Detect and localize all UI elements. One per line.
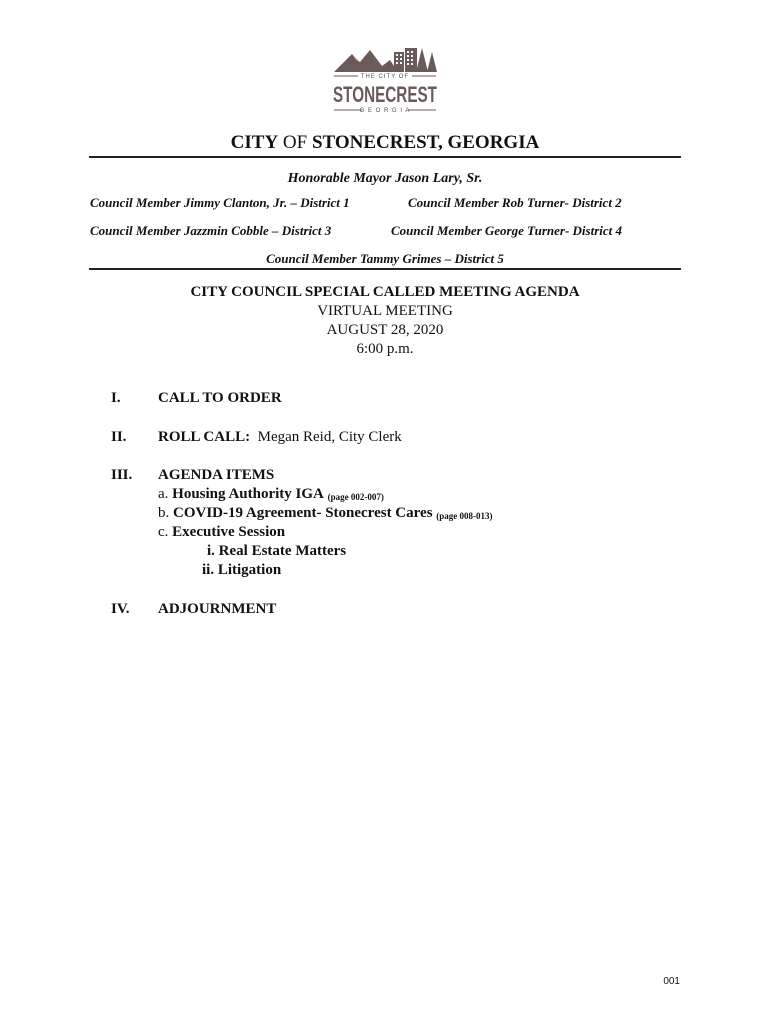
council-member-2: Council Member Rob Turner- District 2 [408,195,622,210]
item-adjournment: ADJOURNMENT [158,601,277,617]
title-divider [89,156,681,158]
header-divider [89,268,681,270]
item-number-3: III. [111,467,133,483]
mayor-name: Honorable Mayor Jason Lary, Sr. [287,171,483,186]
item-number-2: II. [111,429,127,445]
title-part-2: OF [278,132,312,153]
item-roll-call [158,429,402,446]
subitem-letter: a. [158,486,169,502]
subitem-text: Housing Authority IGA [172,486,324,502]
subsubitem-roman: ii. [202,562,215,578]
subitem-page-ref: (page 002-007) [327,492,384,502]
item-number-1: I. [111,390,121,406]
title-part-3: STONECREST, GEORGIA [311,132,540,153]
page-title [0,132,770,154]
subsubitem-litigation [202,562,281,579]
meeting-type: VIRTUAL MEETING [317,303,453,319]
subsubitem-roman: i. [207,543,215,559]
subitem-housing [158,486,384,503]
meeting-title: CITY COUNCIL SPECIAL CALLED MEETING AGENDA [190,284,580,300]
page-number: 001 [663,976,680,987]
subitem-executive-session [158,524,285,541]
subitem-covid [158,505,493,522]
council-member-4: Council Member George Turner- District 4 [391,223,622,238]
subitem-letter: b. [158,505,170,521]
roll-call-detail: Megan Reid, City Clerk [257,429,402,445]
subitem-text: Executive Session [172,524,286,540]
council-member-1: Council Member Jimmy Clanton, Jr. – District 1 [90,195,350,210]
council-member-5: Council Member Tammy Grimes – District 5 [266,251,504,266]
meeting-time: 6:00 p.m. [356,341,414,357]
subsubitem-real-estate [207,543,346,560]
council-member-3: Council Member Jazzmin Cobble – District 3 [90,223,332,238]
subitem-page-ref: (page 008-013) [436,511,493,521]
title-part-1: CITY [230,132,279,153]
subsubitem-text: Real Estate Matters [218,543,347,559]
logo-bottom-text: G E O R G I A [359,108,411,114]
item-call-to-order: CALL TO ORDER [158,390,282,406]
meeting-date: AUGUST 28, 2020 [326,322,444,338]
city-logo [330,44,440,118]
logo-name: STONECREST [333,82,438,107]
item-number-4: IV. [111,601,130,617]
subitem-text: COVID-19 Agreement- Stonecrest Cares [173,505,433,521]
roll-call-label: ROLL CALL: [158,429,251,445]
subsubitem-text: Litigation [217,562,282,578]
subitem-letter: c. [158,524,169,540]
logo-top-text: THE CITY OF [360,74,410,80]
item-agenda-items: AGENDA ITEMS [158,467,275,483]
